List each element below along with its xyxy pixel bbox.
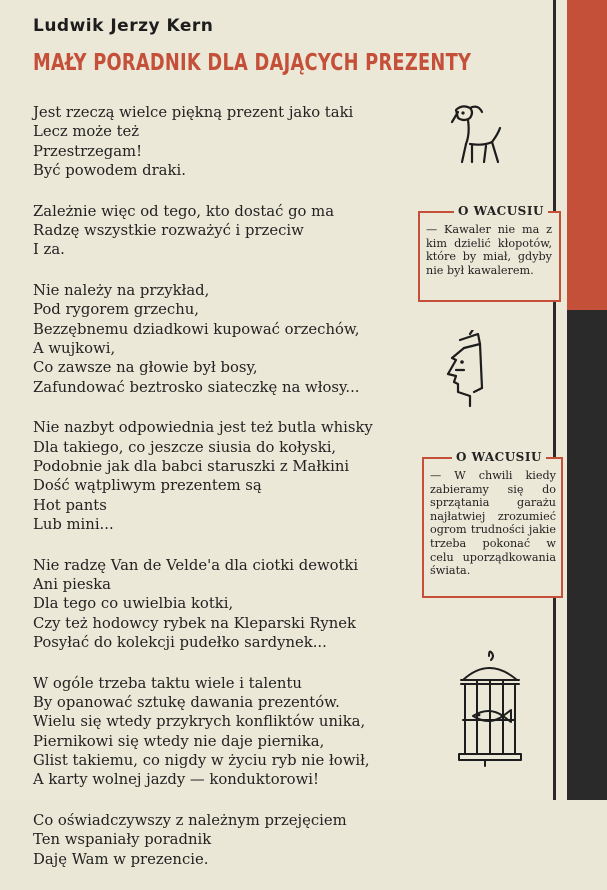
vertical-rule <box>553 0 556 800</box>
poem-line: Co zawsze na głowie był bosy, <box>33 359 258 377</box>
poem-stanza <box>33 103 453 180</box>
poem-line: Piernikowi się wtedy nie daje piernika, <box>33 732 325 750</box>
poem-line: Daję Wam w prezencie. <box>33 850 209 868</box>
poem-line: Nie nazbyt odpowiednia jest też butla whisky <box>33 419 373 437</box>
poem-line: Co oświadczywszy z należnym przejęciem <box>33 811 347 829</box>
poem-line: A wujkowi, <box>33 339 116 357</box>
sidebox-text: — Kawaler nie ma z kim dzielić kłopotów, które by miał, gdyby nie był kawalerem. <box>426 223 552 277</box>
poem-stanza <box>33 556 453 652</box>
poem-line: Jest rzeczą wielce piękną prezent jako taki <box>33 104 354 121</box>
poem-line: I za. <box>33 241 65 259</box>
poem-line: Glist takiemu, co nigdy w życiu ryb nie łowił, <box>33 751 370 769</box>
birdcage-fish-icon <box>455 650 525 770</box>
poem-line: Lecz może też <box>33 123 140 141</box>
poem-line: Dla tego co uwielbia kotki, <box>33 595 234 613</box>
poem-line: Zależnie więc od tego, kto dostać go ma <box>33 202 335 220</box>
poem-line: Radzę wszystkie rozważyć i przeciw <box>33 221 304 239</box>
dark-side-strip <box>567 310 607 800</box>
poem-stanza <box>33 281 453 397</box>
author-name: Ludwik Jerzy Kern <box>33 16 214 36</box>
poem-stanza <box>33 202 453 260</box>
poem-line: Być powodem draki. <box>33 161 186 179</box>
red-side-strip <box>567 0 607 310</box>
poem-line: Bezzębnemu dziadkowi kupować orzechów, <box>33 320 360 338</box>
poem-line: Hot pants <box>33 496 107 514</box>
poem-line: Posyłać do kolekcji pudełko sardynek... <box>33 633 327 651</box>
poem-line: Ten wspaniały poradnik <box>33 831 212 849</box>
poem-line: Przestrzegam! <box>33 142 143 160</box>
poem-line: Zafundować beztrosko siateczkę na włosy... <box>33 378 360 396</box>
sidebox-about-wacus-2 <box>422 450 563 598</box>
poem-line: Pod rygorem grzechu, <box>33 301 199 319</box>
poem-line: Nie radzę Van de Velde'a dla ciotki dewotki <box>33 556 359 574</box>
sidebox-title: O WACUSIU <box>452 450 546 464</box>
sidebox-title: O WACUSIU <box>454 204 548 218</box>
poem-line: Lub mini... <box>33 515 114 533</box>
poem-line: Czy też hodowcy rybek na Kleparski Rynek <box>33 614 357 632</box>
poem-line: W ogóle trzeba taktu wiele i talentu <box>33 674 302 692</box>
poem-line: Ani pieska <box>33 575 111 593</box>
face-icon <box>440 330 490 410</box>
poem-stanza <box>33 674 453 790</box>
poem-line: Dość wątpliwym prezentem są <box>33 477 262 495</box>
poem-line: Dla takiego, co jeszcze siusia do kołyski, <box>33 438 337 456</box>
poem-line: Wielu się wtedy przykrych konfliktów unika, <box>33 713 366 731</box>
poem-stanza <box>33 418 453 534</box>
poem-line: By opanować sztukę dawania prezentów. <box>33 693 340 711</box>
sidebox-text: — W chwili kiedy zabieramy się do sprzątania garażu najłatwiej zrozumieć ogrom trudności jakie trzeba pokonać w celu uporządkowania świata. <box>430 469 556 578</box>
sidebox-about-wacus-1 <box>418 204 561 302</box>
poem-stanza <box>33 811 453 869</box>
poem-line: A karty wolnej jazdy — konduktorowi! <box>33 771 319 789</box>
article-title: MAŁY PORADNIK DLA DAJĄCYCH PREZENTY <box>33 50 472 76</box>
poem-line: Podobnie jak dla babci staruszki z Małkini <box>33 457 350 475</box>
poem-line: Nie należy na przykład, <box>33 282 210 300</box>
poem <box>33 103 453 890</box>
dog-icon <box>448 100 508 168</box>
